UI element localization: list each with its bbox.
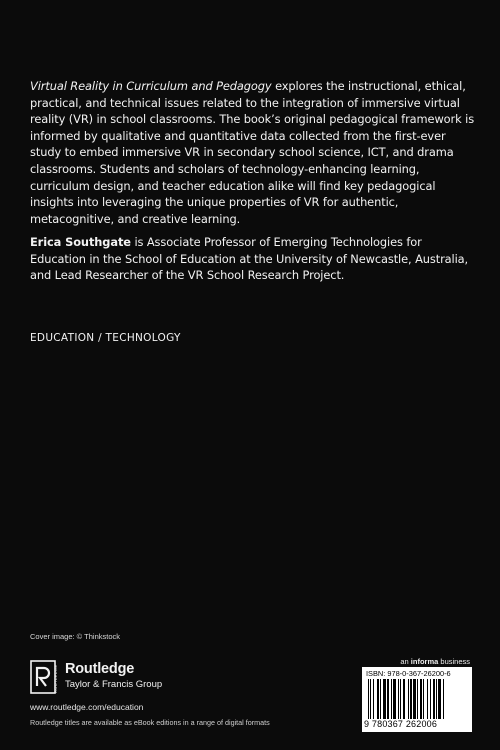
svg-text:ROUTLEDGE: ROUTLEDGE xyxy=(53,664,58,693)
barcode-bar xyxy=(430,679,431,719)
publisher-name: Routledge xyxy=(65,661,135,677)
barcode-digits: 9 780367 262006 xyxy=(364,719,438,729)
barcode-bar xyxy=(427,679,428,719)
barcode-bar xyxy=(420,679,422,719)
informa-prefix: an xyxy=(400,657,411,666)
barcode-bar xyxy=(408,679,409,719)
barcode-bar xyxy=(393,679,396,719)
informa-suffix: business xyxy=(438,657,470,666)
barcode-bar xyxy=(380,679,381,719)
author-bio-text: is Associate Professor of Emerging Technologies for Education in the School of Education at the University of Newcastle, Australia, and Lead Researcher of the VR School Research Project. xyxy=(30,235,469,283)
subject-category: EDUCATION / TECHNOLOGY xyxy=(30,332,181,344)
barcode-bar xyxy=(410,679,412,719)
barcode-bar xyxy=(391,679,392,719)
isbn-label: ISBN: 978-0-367-26200-6 xyxy=(366,669,451,678)
barcode-bar xyxy=(443,679,444,719)
barcode-bar xyxy=(387,679,389,719)
barcode-bar xyxy=(417,679,418,719)
ebook-note: Routledge titles are available as eBook editions in a range of digital formats xyxy=(30,718,270,727)
barcode-graphic xyxy=(368,679,466,719)
publisher-subtitle: Taylor & Francis Group xyxy=(65,679,163,690)
barcode-bar xyxy=(436,679,437,719)
barcode-bar xyxy=(368,679,369,719)
barcode-bar xyxy=(423,679,424,719)
barcode-bar xyxy=(370,679,371,719)
book-title: Virtual Reality in Curriculum and Pedagogy xyxy=(30,79,272,93)
routledge-logo-icon xyxy=(30,660,60,694)
publisher-website: www.routledge.com/education xyxy=(30,702,144,712)
barcode-bar xyxy=(433,679,435,719)
barcode-bar xyxy=(400,679,401,719)
publisher-logo xyxy=(30,660,210,694)
barcode-bar xyxy=(438,679,441,719)
informa-tagline xyxy=(400,657,470,666)
author-bio xyxy=(30,234,478,284)
barcode-bar xyxy=(373,679,374,719)
barcode-bar xyxy=(398,679,399,719)
barcode-bar xyxy=(377,679,379,719)
barcode-panel xyxy=(362,667,472,732)
author-name: Erica Southgate xyxy=(30,235,131,249)
barcode-bar xyxy=(403,679,405,719)
barcode-bar xyxy=(383,679,386,719)
blurb-text: explores the instructional, ethical, practical, and technical issues related to the integration of immersive virtual reality (VR) in school classrooms. The book’s original pedagogical framework is informed by qualitative and quantitative data collected from the first-ever study to embed immersive VR in secondary school science, ICT, and drama classrooms. Students and scholars of technology-enhancing learning, curriculum design, and teacher education alike will find key pedagogical insights into leveraging the unique properties of VR for authentic, metacognitive, and creative learning. xyxy=(30,79,475,226)
blurb-paragraph xyxy=(30,78,478,227)
barcode-bar xyxy=(413,679,416,719)
cover-credit: Cover image: © Thinkstock xyxy=(30,632,121,641)
informa-brand: informa xyxy=(410,657,439,666)
